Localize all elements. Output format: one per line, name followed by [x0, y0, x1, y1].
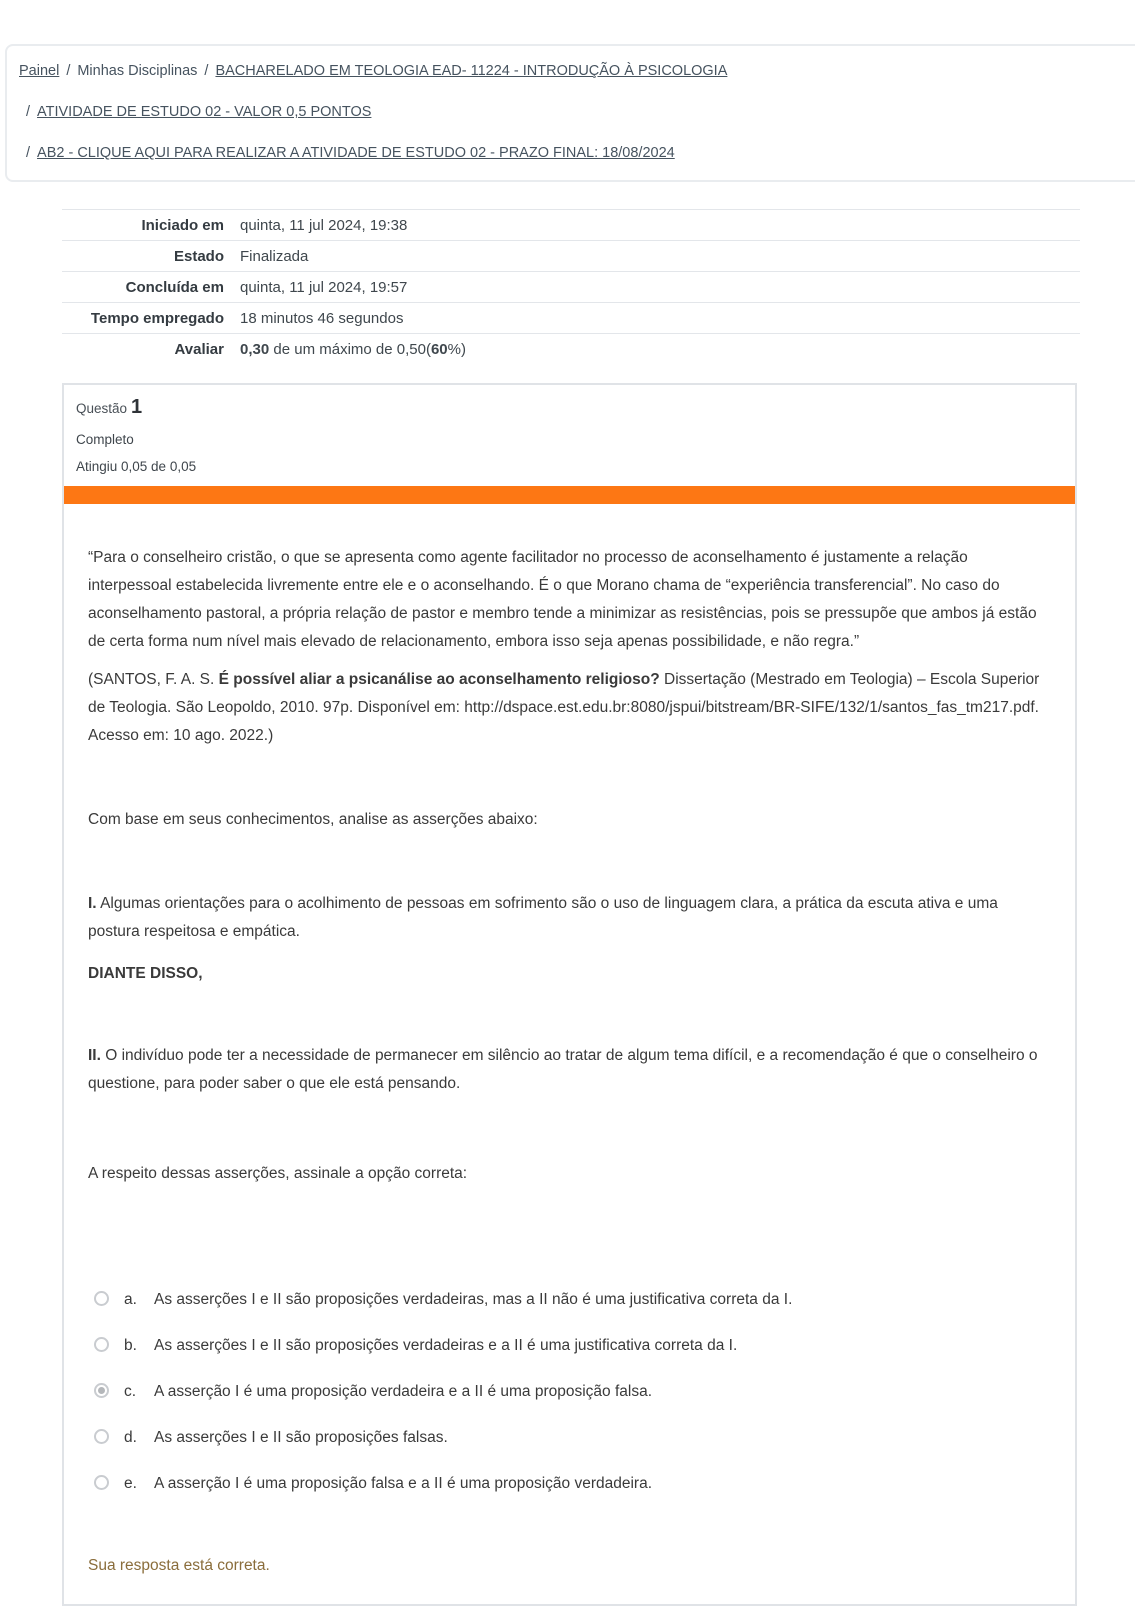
breadcrumb-line-3 — [19, 142, 1129, 164]
summary-row-grade — [62, 333, 1080, 364]
question-accent-bar — [64, 486, 1075, 504]
assertion-bridge: DIANTE DISSO, — [88, 965, 203, 982]
answer-option-a[interactable] — [88, 1286, 1051, 1314]
citation-title: É possível aliar a psicanálise ao aconselhamento religioso? — [218, 671, 660, 688]
breadcrumb-link-course[interactable]: BACHARELADO EM TEOLOGIA EAD- 11224 - INTRODUÇÃO À PSICOLOGIA — [215, 63, 728, 79]
option-letter: c. — [124, 1383, 137, 1400]
question-content — [64, 504, 1075, 1604]
answer-option-d[interactable] — [88, 1424, 1051, 1452]
option-letter: d. — [124, 1429, 137, 1446]
radio-button-e[interactable] — [94, 1475, 109, 1490]
question-quote-paragraph: “Para o conselheiro cristão, o que se apresenta como agente facilitador no processo de aconselhamento é justamente a relação interpessoal estabelecida livremente entre ele e o aconselhando. É o que Morano chama de “experiência transferencial”. No caso do aconselhamento pastoral, a própria relação de pastor e membro tende a minimizar as resistências, pois se pressupõe que ambos já estão de certa forma num nível mais elevado de relacionamento, embora isso seja apenas possibilidade, e não regra.” — [88, 549, 1037, 650]
option-text: As asserções I e II são proposições verdadeiras e a II é uma justificativa correta da I. — [154, 1337, 738, 1354]
radio-button-b[interactable] — [94, 1337, 109, 1352]
option-letter: a. — [124, 1291, 137, 1308]
assertion-2 — [88, 1042, 1051, 1098]
question-status: Completo — [76, 432, 134, 447]
assertion-1 — [88, 890, 1051, 946]
summary-value: 18 minutos 46 segundos — [240, 309, 404, 327]
answer-options — [88, 1286, 1051, 1498]
summary-row-time-taken — [62, 302, 1080, 333]
question-citation — [88, 666, 1051, 750]
breadcrumb-link-painel[interactable]: Painel — [19, 63, 60, 79]
answer-option-e[interactable] — [88, 1470, 1051, 1498]
answer-option-c[interactable] — [88, 1378, 1051, 1406]
option-text: As asserções I e II são proposições verdadeiras, mas a II não é uma justificativa correta da I. — [154, 1291, 793, 1308]
breadcrumb-separator: / — [204, 63, 209, 79]
breadcrumb-separator: / — [26, 145, 31, 161]
summary-row-state — [62, 240, 1080, 271]
question-intro: Com base em seus conhecimentos, analise as asserções abaixo: — [88, 811, 538, 828]
radio-button-d[interactable] — [94, 1429, 109, 1444]
question-grade: Atingiu 0,05 de 0,05 — [76, 459, 197, 474]
radio-button-c[interactable] — [94, 1383, 109, 1398]
summary-value: quinta, 11 jul 2024, 19:38 — [240, 216, 408, 234]
breadcrumb-link-attempt[interactable]: AB2 - CLIQUE AQUI PARA REALIZAR A ATIVIDADE DE ESTUDO 02 - PRAZO FINAL: 18/08/2024 — [37, 145, 675, 161]
grade-score: 0,30 — [240, 340, 270, 358]
option-text: A asserção I é uma proposição falsa e a II é uma proposição verdadeira. — [154, 1475, 653, 1492]
breadcrumb-item-minhas-disciplinas: Minhas Disciplinas — [77, 63, 198, 79]
breadcrumb-line-2 — [19, 101, 1129, 123]
question-number-label: Questão — [76, 401, 128, 416]
option-letter: b. — [124, 1337, 137, 1354]
assertion-2-text: O indivíduo pode ter a necessidade de permanecer em silêncio ao tratar de algum tema difícil, e a recomendação é que o conselheiro o questione, para poder saber o que ele está pensando. — [88, 1047, 1038, 1092]
assertion-2-label: II. — [88, 1047, 101, 1064]
summary-label: Concluída em — [125, 278, 224, 296]
summary-value: Finalizada — [240, 247, 309, 265]
radio-button-a[interactable] — [94, 1291, 109, 1306]
question-header — [64, 385, 1075, 486]
summary-label: Estado — [173, 247, 224, 265]
assertion-1-text: Algumas orientações para o acolhimento de pessoas em sofrimento são o uso de linguagem clara, a prática da escuta ativa e uma postura respeitosa e empática. — [88, 895, 998, 940]
breadcrumb-line-1 — [19, 60, 1129, 82]
question-number-line — [76, 395, 1063, 421]
breadcrumb-separator: / — [66, 63, 71, 79]
summary-value: quinta, 11 jul 2024, 19:57 — [240, 278, 408, 296]
grade-percent: 60 — [430, 340, 448, 358]
question-prompt: A respeito dessas asserções, assinale a opção correta: — [88, 1165, 468, 1182]
option-text: A asserção I é uma proposição verdadeira e a II é uma proposição falsa. — [154, 1383, 653, 1400]
summary-label: Tempo empregado — [90, 309, 224, 327]
breadcrumb-separator: / — [26, 104, 31, 120]
breadcrumb — [5, 44, 1135, 182]
question-panel — [62, 383, 1077, 1606]
answer-option-b[interactable] — [88, 1332, 1051, 1360]
grade-end-text: %) — [447, 340, 466, 358]
assertion-1-label: I. — [88, 895, 97, 912]
answer-feedback: Sua resposta está correta. — [88, 1557, 270, 1574]
citation-pre: (SANTOS, F. A. S. — [88, 671, 219, 688]
option-text: As asserções I e II são proposições falsas. — [154, 1429, 448, 1446]
summary-row-completed — [62, 271, 1080, 302]
question-number: 1 — [131, 396, 143, 418]
summary-label: Avaliar — [174, 340, 224, 358]
breadcrumb-link-activity[interactable]: ATIVIDADE DE ESTUDO 02 - VALOR 0,5 PONTOS — [37, 104, 372, 120]
grade-mid-text: de um máximo de 0,50( — [269, 340, 431, 358]
citation-post: Dissertação (Mestrado em Teologia) – Escola Superior de Teologia. São Leopoldo, 2010. 97p. Disponível em: http://dspace.est.edu.br:8080/jspui/bitstream/BR-SIFE/132/1/santos_fas_tm217.pdf. Acesso em: 10 ago. 2022.) — [88, 671, 1040, 744]
summary-label: Iniciado em — [141, 216, 224, 234]
summary-grade-value — [224, 341, 466, 358]
option-letter: e. — [124, 1475, 137, 1492]
summary-row-started — [62, 209, 1080, 240]
attempt-summary-table — [62, 209, 1080, 364]
